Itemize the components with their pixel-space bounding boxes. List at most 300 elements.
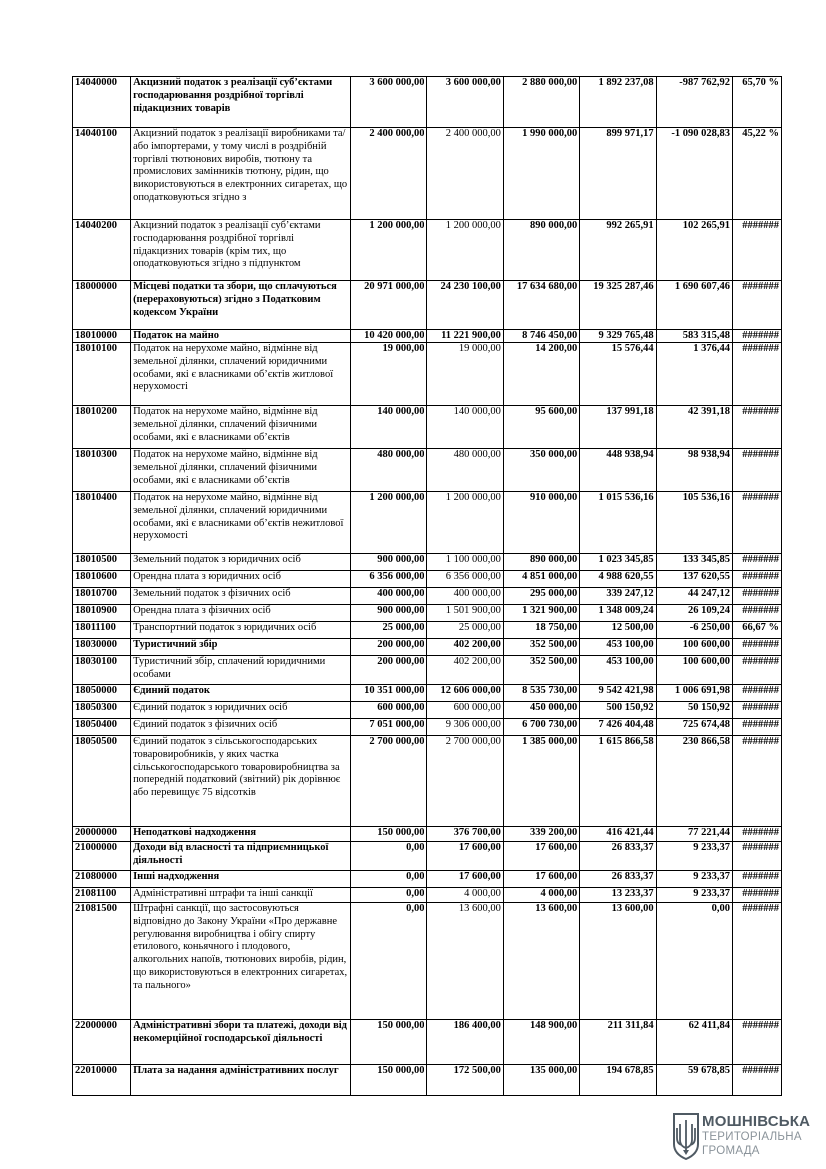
table-row [73, 888, 782, 903]
plan-year-value-text: 0,00 [406, 842, 425, 853]
plan-year-value [351, 1020, 427, 1065]
revenue-name-text: Місцеві податки та збори, що сплачуються (перераховуються) згідно з Податковим кодексом України [133, 281, 337, 318]
deviation-value-text: 100 600,00 [682, 656, 731, 667]
actual-value-text: 500 150,92 [606, 702, 654, 713]
percent-value-text: ####### [742, 492, 779, 503]
deviation-value-text: 230 866,58 [682, 736, 731, 747]
plan-adjusted-value [427, 588, 503, 605]
deviation-value-text: 100 600,00 [682, 639, 731, 650]
revenue-name [131, 719, 351, 736]
budget-code-text: 18010500 [75, 554, 117, 565]
deviation-value-text: 1 006 691,98 [674, 685, 731, 696]
deviation-value-text: 98 938,94 [688, 449, 731, 460]
actual-value [580, 77, 656, 128]
plan-adjusted-value [427, 622, 503, 639]
percent-value-text: ####### [742, 1065, 779, 1076]
actual-value-text: 9 542 421,98 [598, 685, 654, 696]
plan-year-value-text: 150 000,00 [377, 1065, 425, 1076]
plan-period-value-text: 4 851 000,00 [522, 571, 578, 582]
actual-value-text: 448 938,94 [606, 449, 654, 460]
budget-code-text: 18010200 [75, 406, 117, 417]
deviation-value-text: 62 411,84 [688, 1020, 731, 1031]
revenue-name-text: Адміністративні штрафи та інші санкції [133, 888, 313, 899]
plan-period-value [503, 685, 579, 702]
actual-value-text: 1 348 009,24 [598, 605, 654, 616]
percent-value-text: ####### [742, 1020, 779, 1031]
plan-adjusted-value-text: 400 000,00 [453, 588, 501, 599]
actual-value [580, 128, 656, 220]
budget-code [73, 685, 131, 702]
budget-code [73, 343, 131, 406]
percent-value [733, 639, 782, 656]
budget-code [73, 736, 131, 827]
plan-period-value [503, 1020, 579, 1065]
deviation-value-text: 59 678,85 [688, 1065, 731, 1076]
plan-period-value [503, 736, 579, 827]
deviation-value [656, 888, 732, 903]
percent-value-text: ####### [742, 554, 779, 565]
plan-adjusted-value [427, 343, 503, 406]
revenue-name-text: Інші надходження [133, 871, 220, 882]
percent-value-text: ####### [742, 605, 779, 616]
revenue-name [131, 554, 351, 571]
percent-value-text: ####### [742, 639, 779, 650]
deviation-value [656, 719, 732, 736]
plan-year-value [351, 903, 427, 1020]
logo-line-3: ГРОМАДА [702, 1145, 760, 1157]
actual-value [580, 639, 656, 656]
plan-period-value-text: 350 000,00 [530, 449, 578, 460]
budget-code-text: 18030100 [75, 656, 117, 667]
actual-value [580, 281, 656, 330]
plan-adjusted-value [427, 281, 503, 330]
revenue-name [131, 588, 351, 605]
percent-value [733, 656, 782, 685]
plan-period-value-text: 135 000,00 [530, 1065, 578, 1076]
plan-adjusted-value-text: 2 700 000,00 [445, 736, 501, 747]
plan-year-value-text: 140 000,00 [377, 406, 425, 417]
deviation-value-text: -1 090 028,83 [671, 128, 731, 139]
revenue-name [131, 449, 351, 492]
actual-value [580, 736, 656, 827]
percent-value-text: ####### [742, 827, 779, 838]
plan-adjusted-value [427, 903, 503, 1020]
actual-value-text: 4 988 620,55 [598, 571, 654, 582]
deviation-value-text: 9 233,37 [693, 871, 731, 882]
plan-period-value-text: 1 385 000,00 [522, 736, 578, 747]
deviation-value [656, 220, 732, 281]
plan-adjusted-value-text: 6 356 000,00 [445, 571, 501, 582]
plan-year-value [351, 554, 427, 571]
percent-value [733, 343, 782, 406]
revenue-name-text: Єдиний податок з юридичних осіб [133, 702, 288, 713]
plan-period-value-text: 95 600,00 [535, 406, 578, 417]
deviation-value [656, 343, 732, 406]
percent-value [733, 685, 782, 702]
plan-year-value-text: 480 000,00 [377, 449, 425, 460]
plan-year-value-text: 2 700 000,00 [369, 736, 425, 747]
percent-value [733, 622, 782, 639]
budget-code [73, 888, 131, 903]
budget-code-text: 18010100 [75, 343, 117, 354]
actual-value [580, 656, 656, 685]
budget-code [73, 1065, 131, 1096]
deviation-value [656, 639, 732, 656]
table-row [73, 702, 782, 719]
plan-adjusted-value-text: 1 501 900,00 [445, 605, 501, 616]
budget-code [73, 128, 131, 220]
logo-line-2: ТЕРИТОРІАЛЬНА [702, 1131, 802, 1143]
percent-value-text: ####### [742, 888, 779, 899]
deviation-value [656, 842, 732, 871]
plan-adjusted-value [427, 571, 503, 588]
actual-value [580, 588, 656, 605]
revenue-name-text: Орендна плата з фізичних осіб [133, 605, 271, 616]
revenue-table-body [73, 77, 782, 1096]
percent-value-text: ####### [742, 702, 779, 713]
plan-period-value-text: 17 600,00 [535, 842, 578, 853]
percent-value [733, 588, 782, 605]
plan-period-value [503, 871, 579, 888]
plan-adjusted-value [427, 554, 503, 571]
percent-value [733, 220, 782, 281]
budget-code [73, 827, 131, 842]
plan-adjusted-value-text: 1 200 000,00 [445, 220, 501, 231]
actual-value [580, 343, 656, 406]
deviation-value [656, 330, 732, 343]
budget-code [73, 871, 131, 888]
plan-period-value-text: 910 000,00 [530, 492, 578, 503]
actual-value-text: 1 892 237,08 [598, 77, 654, 88]
table-row [73, 1020, 782, 1065]
percent-value-text: ####### [742, 571, 779, 582]
plan-year-value-text: 20 971 000,00 [364, 281, 425, 292]
plan-period-value [503, 588, 579, 605]
revenue-name-text: Транспортний податок з юридичних осіб [133, 622, 317, 633]
plan-adjusted-value-text: 600 000,00 [453, 702, 501, 713]
plan-period-value [503, 719, 579, 736]
actual-value-text: 1 615 866,58 [598, 736, 654, 747]
plan-period-value-text: 18 750,00 [535, 622, 578, 633]
budget-code-text: 22010000 [75, 1065, 117, 1076]
plan-period-value [503, 888, 579, 903]
revenue-name-text: Доходи від власності та підприємницької діяльності [133, 842, 329, 866]
budget-code [73, 656, 131, 685]
table-row [73, 492, 782, 554]
community-logo [672, 1112, 811, 1162]
budget-code [73, 492, 131, 554]
plan-adjusted-value-text: 172 500,00 [453, 1065, 501, 1076]
plan-year-value-text: 25 000,00 [382, 622, 425, 633]
plan-year-value [351, 343, 427, 406]
plan-adjusted-value [427, 827, 503, 842]
revenue-name-text: Податок на нерухоме майно, відмінне від земельної ділянки, сплачений юридичними особами, які є власниками об’єктів нежитлової нерухомості [133, 492, 344, 542]
budget-code-text: 21000000 [75, 842, 117, 853]
budget-sheet [72, 76, 782, 1096]
actual-value [580, 492, 656, 554]
percent-value-text: ####### [742, 903, 779, 914]
revenue-name [131, 1020, 351, 1065]
actual-value-text: 137 991,18 [606, 406, 654, 417]
plan-year-value-text: 7 051 000,00 [369, 719, 425, 730]
deviation-value-text: 725 674,48 [682, 719, 731, 730]
percent-value [733, 842, 782, 871]
actual-value [580, 554, 656, 571]
percent-value-text: ####### [742, 588, 779, 599]
table-row [73, 1065, 782, 1096]
deviation-value [656, 554, 732, 571]
plan-adjusted-value [427, 736, 503, 827]
deviation-value [656, 656, 732, 685]
plan-adjusted-value-text: 17 600,00 [458, 842, 501, 853]
actual-value-text: 26 833,37 [611, 871, 654, 882]
percent-value [733, 888, 782, 903]
plan-period-value [503, 492, 579, 554]
budget-code [73, 588, 131, 605]
plan-period-value [503, 605, 579, 622]
plan-period-value-text: 295 000,00 [530, 588, 578, 599]
actual-value-text: 15 576,44 [611, 343, 654, 354]
plan-adjusted-value [427, 656, 503, 685]
revenue-name [131, 903, 351, 1020]
revenue-name [131, 702, 351, 719]
budget-code-text: 18010000 [75, 330, 117, 341]
plan-period-value-text: 2 880 000,00 [522, 77, 578, 88]
plan-year-value [351, 842, 427, 871]
deviation-value-text: 42 391,18 [688, 406, 731, 417]
percent-value [733, 77, 782, 128]
deviation-value [656, 571, 732, 588]
actual-value [580, 719, 656, 736]
budget-code [73, 1020, 131, 1065]
percent-value-text: ####### [742, 656, 779, 667]
deviation-value-text: 9 233,37 [693, 888, 731, 899]
actual-value-text: 7 426 404,48 [598, 719, 654, 730]
trident-emblem-icon [672, 1112, 700, 1160]
plan-year-value [351, 702, 427, 719]
revenue-name [131, 871, 351, 888]
actual-value-text: 13 600,00 [611, 903, 654, 914]
plan-adjusted-value-text: 376 700,00 [453, 827, 501, 838]
revenue-name-text: Земельний податок з юридичних осіб [133, 554, 301, 565]
plan-adjusted-value [427, 842, 503, 871]
actual-value-text: 12 500,00 [611, 622, 654, 633]
plan-year-value-text: 900 000,00 [377, 554, 425, 565]
plan-adjusted-value-text: 19 000,00 [458, 343, 501, 354]
plan-period-value-text: 450 000,00 [530, 702, 578, 713]
plan-period-value [503, 571, 579, 588]
plan-adjusted-value [427, 719, 503, 736]
revenue-name [131, 77, 351, 128]
deviation-value-text: 133 345,85 [682, 554, 731, 565]
plan-year-value [351, 685, 427, 702]
revenue-name-text: Єдиний податок [133, 685, 210, 696]
deviation-value-text: 583 315,48 [682, 330, 731, 341]
plan-period-value-text: 352 500,00 [530, 656, 578, 667]
actual-value [580, 571, 656, 588]
deviation-value-text: 1 376,44 [693, 343, 731, 354]
percent-value [733, 281, 782, 330]
plan-year-value [351, 605, 427, 622]
plan-year-value [351, 871, 427, 888]
revenue-name-text: Акцизний податок з реалізації суб’єктами господарювання роздрібної торгівлі підакцизних товарів [133, 77, 333, 114]
actual-value [580, 842, 656, 871]
budget-code [73, 903, 131, 1020]
percent-value-text: ####### [742, 719, 779, 730]
plan-adjusted-value-text: 2 400 000,00 [445, 128, 501, 139]
percent-value-text: ####### [742, 281, 779, 292]
percent-value-text: ####### [742, 406, 779, 417]
plan-year-value [351, 827, 427, 842]
deviation-value [656, 827, 732, 842]
revenue-name-text: Податок на нерухоме майно, відмінне від земельної ділянки, сплачений фізичними особами, які є власниками об’єктів [133, 449, 318, 486]
plan-adjusted-value-text: 1 200 000,00 [445, 492, 501, 503]
deviation-value [656, 685, 732, 702]
actual-value-text: 453 100,00 [606, 656, 654, 667]
logo-line-1: МОШНІВСЬКА [702, 1113, 811, 1130]
percent-value [733, 605, 782, 622]
deviation-value-text: 44 247,12 [688, 588, 731, 599]
plan-year-value-text: 2 400 000,00 [369, 128, 425, 139]
plan-adjusted-value-text: 186 400,00 [453, 1020, 501, 1031]
plan-period-value [503, 842, 579, 871]
revenue-name-text: Неподаткові надходження [133, 827, 257, 838]
plan-adjusted-value-text: 24 230 100,00 [440, 281, 501, 292]
plan-period-value [503, 903, 579, 1020]
table-row [73, 343, 782, 406]
deviation-value-text: 26 109,24 [688, 605, 731, 616]
plan-year-value [351, 588, 427, 605]
budget-code-text: 18011100 [75, 622, 116, 633]
actual-value-text: 416 421,44 [606, 827, 654, 838]
budget-code [73, 605, 131, 622]
plan-period-value-text: 890 000,00 [530, 220, 578, 231]
table-row [73, 588, 782, 605]
plan-adjusted-value-text: 140 000,00 [453, 406, 501, 417]
plan-adjusted-value [427, 220, 503, 281]
plan-period-value-text: 352 500,00 [530, 639, 578, 650]
percent-value [733, 702, 782, 719]
plan-period-value [503, 449, 579, 492]
deviation-value [656, 702, 732, 719]
actual-value [580, 702, 656, 719]
revenue-name [131, 571, 351, 588]
table-row [73, 622, 782, 639]
plan-period-value [503, 656, 579, 685]
plan-period-value-text: 1 990 000,00 [522, 128, 578, 139]
table-row [73, 281, 782, 330]
plan-period-value-text: 14 200,00 [535, 343, 578, 354]
plan-period-value [503, 330, 579, 343]
percent-value-text: ####### [742, 871, 779, 882]
budget-code-text: 14040200 [75, 220, 117, 231]
plan-period-value [503, 406, 579, 449]
plan-adjusted-value [427, 888, 503, 903]
revenue-name [131, 842, 351, 871]
plan-adjusted-value-text: 402 200,00 [453, 639, 501, 650]
revenue-name [131, 1065, 351, 1096]
actual-value [580, 1020, 656, 1065]
actual-value [580, 1065, 656, 1096]
percent-value [733, 1065, 782, 1096]
table-row [73, 128, 782, 220]
table-row [73, 656, 782, 685]
budget-code-text: 18010300 [75, 449, 117, 460]
budget-code-text: 18050500 [75, 736, 117, 747]
plan-adjusted-value-text: 402 200,00 [453, 656, 501, 667]
actual-value [580, 406, 656, 449]
percent-value [733, 827, 782, 842]
revenue-name-text: Плата за надання адміністративних послуг [133, 1065, 339, 1076]
percent-value [733, 1020, 782, 1065]
revenue-name [131, 888, 351, 903]
budget-code-text: 14040000 [75, 77, 117, 88]
revenue-name [131, 220, 351, 281]
revenue-name [131, 685, 351, 702]
table-row [73, 449, 782, 492]
percent-value-text: 65,70 % [742, 77, 779, 88]
plan-period-value [503, 128, 579, 220]
budget-code [73, 842, 131, 871]
plan-year-value-text: 200 000,00 [377, 656, 425, 667]
revenue-name [131, 656, 351, 685]
plan-year-value [351, 406, 427, 449]
plan-adjusted-value [427, 1065, 503, 1096]
table-row [73, 220, 782, 281]
revenue-name-text: Єдиний податок з фізичних осіб [133, 719, 278, 730]
table-row [73, 406, 782, 449]
revenue-name [131, 736, 351, 827]
percent-value [733, 719, 782, 736]
plan-period-value [503, 1065, 579, 1096]
percent-value [733, 736, 782, 827]
plan-period-value-text: 17 634 680,00 [516, 281, 578, 292]
plan-year-value-text: 0,00 [406, 903, 425, 914]
budget-code-text: 22000000 [75, 1020, 117, 1031]
budget-code-text: 21081100 [75, 888, 117, 899]
deviation-value-text: 137 620,55 [682, 571, 731, 582]
budget-code [73, 639, 131, 656]
plan-period-value [503, 639, 579, 656]
deviation-value [656, 77, 732, 128]
plan-year-value [351, 330, 427, 343]
plan-adjusted-value-text: 17 600,00 [458, 871, 501, 882]
revenue-name-text: Штрафні санкції, що застосовуються відповідно до Закону України «Про державне регулювання виробництва і обігу спирту етилового, коньячного і плодового, алкогольних напоїв, тютюнових виробів, рідин, що використовуються в електронних сигаретах, та пального» [133, 903, 348, 991]
actual-value-text: 1 015 536,16 [598, 492, 654, 503]
plan-year-value [351, 719, 427, 736]
revenue-name-text: Земельний податок з фізичних осіб [133, 588, 291, 599]
deviation-value [656, 622, 732, 639]
actual-value-text: 19 325 287,46 [593, 281, 654, 292]
table-row [73, 554, 782, 571]
revenue-name [131, 622, 351, 639]
percent-value [733, 871, 782, 888]
plan-year-value-text: 200 000,00 [377, 639, 425, 650]
table-row [73, 903, 782, 1020]
percent-value [733, 571, 782, 588]
plan-period-value-text: 6 700 730,00 [522, 719, 578, 730]
percent-value [733, 406, 782, 449]
plan-period-value-text: 890 000,00 [530, 554, 578, 565]
percent-value [733, 330, 782, 343]
plan-year-value [351, 736, 427, 827]
percent-value [733, 449, 782, 492]
actual-value [580, 622, 656, 639]
deviation-value [656, 588, 732, 605]
plan-year-value [351, 128, 427, 220]
plan-year-value-text: 400 000,00 [377, 588, 425, 599]
deviation-value [656, 605, 732, 622]
